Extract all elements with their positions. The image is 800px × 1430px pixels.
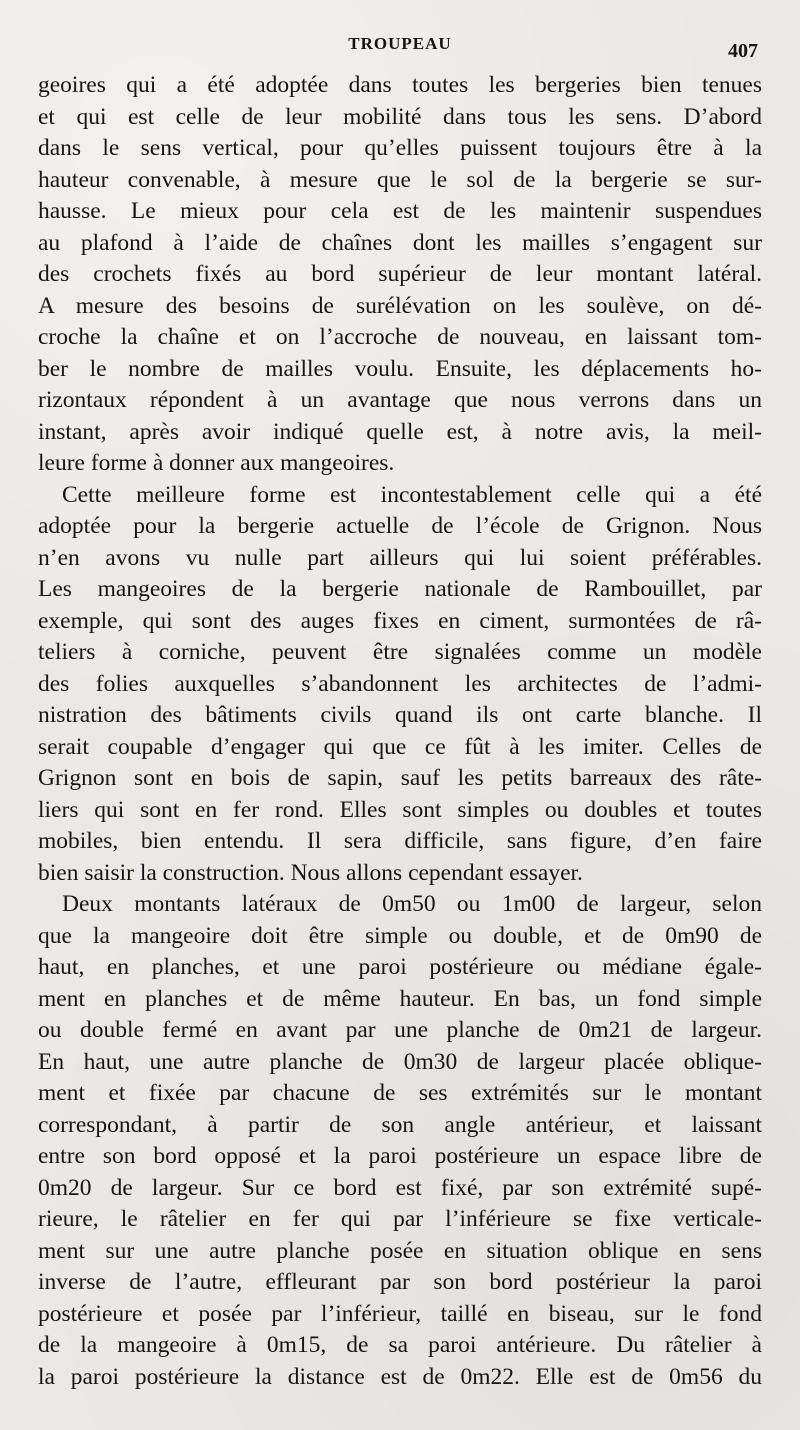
text-line: A mesure des besoins de surélévation on les soulève, on dé- [38,292,762,319]
text-line: geoires qui a été adoptée dans toutes les bergeries bien tenues [38,72,762,98]
text-line: Deux montants latéraux de 0m50 ou 1m00 de largeur, selon [62,891,762,917]
text-line: leure forme à donner aux mangeoires. [38,450,395,476]
text-line: ber le nombre de mailles voulu. Ensuite, les déplacements ho- [38,355,762,382]
text-line: serait coupable d’engager qui que ce fût à les imiter. Celles de [38,733,762,760]
text-line: n’en avons vu nulle part ailleurs qui lui soient préférables. [38,544,762,571]
text-line: mobiles, bien entendu. Il sera difficile, sans figure, d’en faire [38,828,762,854]
text-line: des folies auxquelles s’abandonnent les architectes de l’admi- [38,670,762,697]
text-line: Cette meilleure forme est incontestablement celle qui a été [62,481,762,508]
text-line: instant, après avoir indiqué quelle est, à notre avis, la meil- [38,418,762,445]
text-line: rieure, le râtelier en fer qui par l’inférieure se fixe verticale- [38,1206,762,1232]
text-line: nistration des bâtiments civils quand ils ont carte blanche. Il [38,702,762,728]
text-line: exemple, qui sont des auges fixes en ciment, surmontées de râ- [38,607,762,634]
text-line: dans le sens vertical, pour qu’elles puissent toujours être à la [38,135,762,161]
text-line: hausse. Le mieux pour cela est de les maintenir suspendues [38,198,762,224]
text-line: que la mangeoire doit être simple ou double, et de 0m90 de [38,922,762,949]
text-line: teliers à corniche, peuvent être signalées comme un modèle [38,639,762,665]
text-line: croche la chaîne et on l’accroche de nouveau, en laissant tom- [38,324,762,350]
page-number: 407 [728,40,758,62]
text-line: adoptée pour la bergerie actuelle de l’école de Grignon. Nous [38,513,762,539]
text-line: hauteur convenable, à mesure que le sol de la bergerie se sur- [38,166,762,193]
text-line: inverse de l’autre, effleurant par son bord postérieur la paroi [38,1269,762,1295]
text-line: haut, en planches, et une paroi postérieure ou médiane égale- [38,954,762,980]
text-line: au plafond à l’aide de chaînes dont les mailles s’engagent sur [38,229,762,256]
text-line: la paroi postérieure la distance est de 0m22. Elle est de 0m56 du [38,1363,762,1390]
body-text [38,70,762,1393]
text-line: ment et fixée par chacune de ses extrémités sur le montant [38,1080,762,1106]
text-line: des crochets fixés au bord supérieur de leur montant latéral. [38,261,762,287]
text-line: ment sur une autre planche posée en situation oblique en sens [38,1237,762,1264]
text-line: rizontaux répondent à un avantage que nous verrons dans un [38,387,762,413]
text-line: et qui est celle de leur mobilité dans tous les sens. D’abord [38,103,762,130]
running-head [0,32,800,62]
text-line: postérieure et posée par l’inférieur, taillé en biseau, sur le fond [38,1300,762,1327]
running-title: TROUPEAU [348,34,452,53]
text-line: 0m20 de largeur. Sur ce bord est fixé, par son extrémité supé- [38,1174,762,1201]
text-line: Grignon sont en bois de sapin, sauf les petits barreaux des râte- [38,765,762,791]
text-line: bien saisir la construction. Nous allons cependant essayer. [38,859,583,886]
text-line: Les mangeoires de la bergerie nationale de Rambouillet, par [38,576,762,602]
text-line: ment en planches et de même hauteur. En bas, un fond simple [38,985,762,1012]
text-line: correspondant, à partir de son angle antérieur, et laissant [38,1111,762,1138]
text-line: entre son bord opposé et la paroi postérieure un espace libre de [38,1143,762,1169]
text-line: liers qui sont en fer rond. Elles sont simples ou doubles et toutes [38,796,762,823]
text-line: ou double fermé en avant par une planche de 0m21 de largeur. [38,1017,762,1043]
text-line: En haut, une autre planche de 0m30 de largeur placée oblique- [38,1048,762,1075]
text-line: de la mangeoire à 0m15, de sa paroi antérieure. Du râtelier à [38,1332,762,1358]
